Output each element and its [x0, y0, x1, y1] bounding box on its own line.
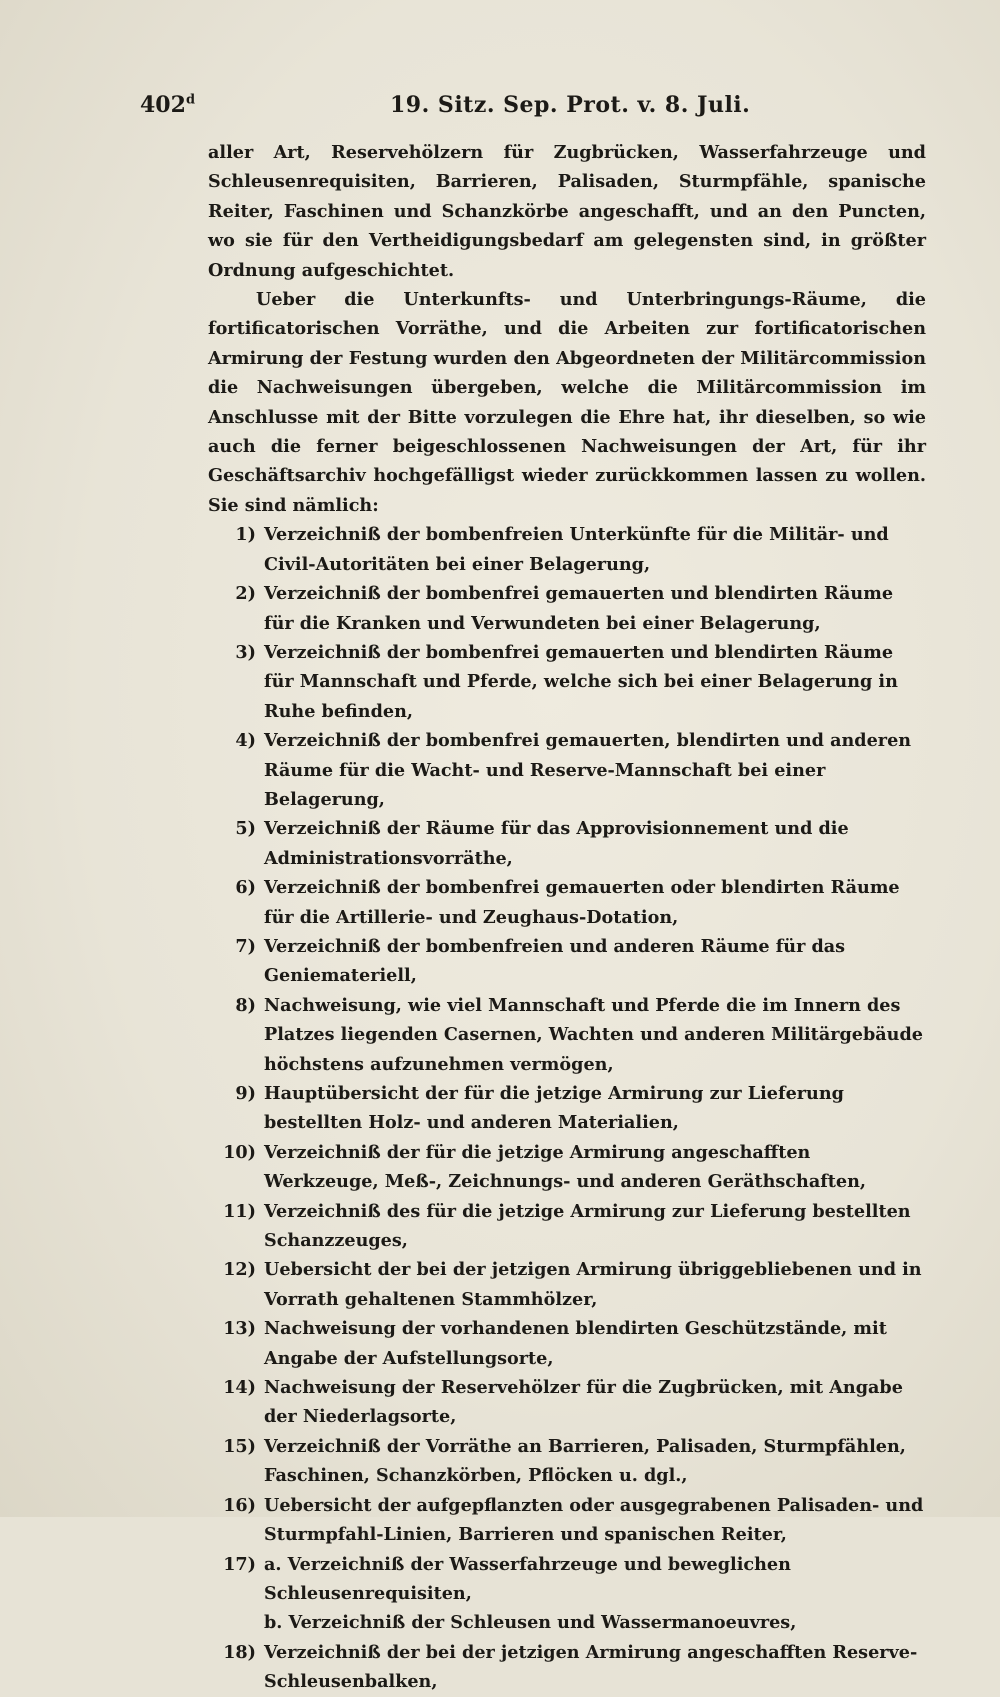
list-item-number: 8): [235, 994, 256, 1016]
list-item-text: Verzeichniß der bombenfrei gemauerten und blendirten Räume für Mannschaft und Pferde, welche sich bei einer Belagerung in Ruhe befinden,: [264, 641, 898, 722]
list-item-text: Hauptübersicht der für die jetzige Armirung zur Lieferung bestellten Holz- und anderen Materialien,: [264, 1083, 844, 1134]
page-number: 402$^d$: [140, 92, 196, 118]
page-header: [140, 92, 880, 122]
list-item-number: 11): [223, 1200, 256, 1222]
list-item-number: 12): [223, 1259, 256, 1281]
list-item-text: Verzeichniß der bombenfreien und anderen Räume für das Geniemateriell,: [264, 935, 846, 987]
list-item-number: 7): [235, 935, 256, 957]
list-item: [208, 932, 926, 991]
list-item-number: 1): [235, 524, 256, 546]
list-item-number: 3): [235, 641, 256, 663]
list-item-number: 14): [223, 1377, 256, 1399]
list-item-text: Verzeichniß der bombenfrei gemauerten oder blendirten Räume für die Artillerie- und Zeughaus-Dotation,: [264, 877, 900, 928]
page-number-suffix: d: [185, 92, 196, 108]
list-item-number: 18): [223, 1641, 256, 1663]
list-item: [208, 1197, 926, 1256]
list-item-text: a. Verzeichniß der Wasserfahrzeuge und beweglichen Schleusenrequisiten,: [264, 1553, 791, 1604]
main-paragraph: Ueber die Unterkunfts- und Unterbringungs-Räume, die fortificatorischen Vorräthe, und die Arbeiten zur fortificatorischen Armirung der Festung wurden den Abgeordneten der Militärcommission die Nachweisungen übergeben, welche die Militärcommission im Anschlusse mit der Bitte vorzulegen die Ehre hat, ihr dieselben, so wie auch die ferner beigeschlossenen Nachweisungen der Art, für ihr Geschäftsarchiv hochgefälligst wieder zurückkommen lassen zu wollen. Sie sind nämlich:: [208, 289, 926, 516]
list-item: [208, 1079, 926, 1138]
list-item-number: 13): [223, 1318, 256, 1340]
list-item-number: 10): [223, 1141, 256, 1163]
list-item: [208, 1491, 926, 1550]
list-item: [208, 1138, 926, 1197]
list-item: [208, 726, 926, 814]
list-item-text: Verzeichniß der bombenfreien Unterkünfte für die Militär- und Civil-Autoritäten bei einer Belagerung,: [264, 524, 889, 575]
list-item: [208, 520, 926, 579]
list-item-number: 4): [235, 730, 256, 752]
list-item-number: 17): [223, 1553, 256, 1575]
list-item-number: 15): [223, 1435, 256, 1457]
list-item-text: Nachweisung der Reservehölzer für die Zugbrücken, mit Angabe der Niederlagsorte,: [264, 1377, 903, 1428]
list-item: [208, 991, 926, 1079]
running-head: 19. Sitz. Sep. Prot. v. 8. Juli.: [390, 92, 751, 118]
list-item: [208, 1608, 926, 1637]
list-item-number: 9): [235, 1083, 256, 1104]
list-item-text: Verzeichniß der Räume für das Approvisionnement und die Administrationsvorräthe,: [264, 818, 849, 869]
list-item: [208, 1314, 926, 1373]
list-item: [208, 638, 926, 726]
list-item-number: 16): [223, 1494, 256, 1516]
list-item-text: Uebersicht der bei der jetzigen Armirung übriggebliebenen und in Vorrath gehaltenen Stammhölzer,: [264, 1259, 922, 1310]
list-item-text: Verzeichniß der Vorräthe an Barrieren, Palisaden, Sturmpfählen, Faschinen, Schanzkörben, Pflöcken u. dgl.,: [264, 1435, 906, 1487]
list-item: [208, 1432, 926, 1491]
list-item-text: Verzeichniß der bei der jetzigen Armirung angeschafften Reserve-Schleusenbalken,: [264, 1641, 918, 1693]
list-item-text: Uebersicht der aufgepflanzten oder ausgegrabenen Palisaden- und Sturmpfahl-Linien, Barrieren und spanischen Reiter,: [264, 1494, 924, 1546]
document-body: [208, 138, 926, 1697]
list-item-text: Verzeichniß des für die jetzige Armirung zur Lieferung bestellten Schanzzeuges,: [264, 1200, 911, 1252]
list-item: [208, 579, 926, 638]
list-item: [208, 1373, 926, 1432]
list-item-text: b. Verzeichniß der Schleusen und Wassermanoeuvres,: [264, 1612, 797, 1634]
list-item-number: 5): [235, 818, 256, 840]
list-item: [208, 873, 926, 932]
list-item-text: Nachweisung, wie viel Mannschaft und Pferde die im Innern des Platzes liegenden Casernen, Wachten und anderen Militärgebäude höchstens aufzunehmen vermögen,: [264, 994, 923, 1075]
intro-paragraph: aller Art, Reservehölzern für Zugbrücken, Wasserfahrzeuge und Schleusenrequisiten, Barrieren, Palisaden, Sturmpfähle, spanische Reiter, Faschinen und Schanzkörbe angeschafft, und an den Puncten, wo sie für den Vertheidigungsbedarf am gelegensten sind, in größter Ordnung aufgeschichtet.: [208, 142, 926, 281]
list-item-text: Verzeichniß der bombenfrei gemauerten, blendirten und anderen Räume für die Wacht- und Reserve-Mannschaft bei einer Belagerung,: [264, 730, 912, 810]
list-item: [208, 1638, 926, 1697]
list-item-number: 6): [235, 877, 256, 899]
enumerated-list: [208, 520, 926, 1696]
list-item: [208, 1255, 926, 1314]
list-item-text: Verzeichniß der bombenfrei gemauerten und blendirten Räume für die Kranken und Verwundeten bei einer Belagerung,: [264, 583, 894, 634]
list-item: [208, 1550, 926, 1609]
list-item-text: Verzeichniß der für die jetzige Armirung angeschafften Werkzeuge, Meß-, Zeichnungs- und anderen Geräthschaften,: [264, 1141, 867, 1193]
list-item-text: Nachweisung der vorhandenen blendirten Geschützstände, mit Angabe der Aufstellungsorte,: [264, 1318, 887, 1369]
list-item-number: 2): [235, 583, 256, 605]
list-item: [208, 814, 926, 873]
